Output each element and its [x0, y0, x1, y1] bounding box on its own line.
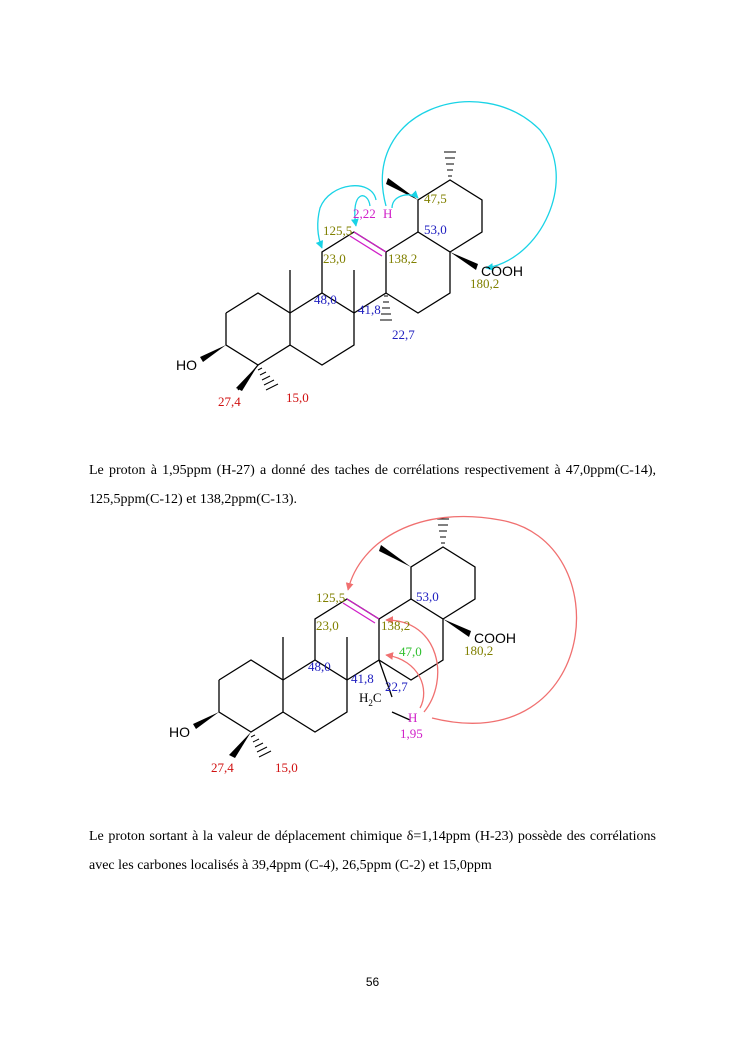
label-h: H — [383, 206, 393, 221]
structure-figure-1 — [0, 80, 745, 420]
paragraph-1: Le proton à 1,95ppm (H-27) a donné des taches de corrélations respectivement à 47,0ppm(C-14), 125,5ppm(C-12) et 138,2ppm(C-13). — [89, 463, 656, 507]
ho-wedge-2 — [193, 712, 219, 729]
label-h222: 2,22 — [353, 206, 376, 221]
label2-c418: 41,8 — [351, 671, 374, 686]
label-ho: HO — [176, 357, 197, 373]
ho-wedge-1 — [200, 345, 226, 362]
cooh-wedge-2 — [443, 619, 471, 637]
label-c125: 125,5 — [323, 223, 353, 238]
molecule-structure-1 — [0, 80, 745, 420]
label2-h: H — [408, 710, 418, 725]
label2-c23: 23,0 — [316, 618, 339, 633]
molecule-structure-2 — [0, 505, 745, 790]
label-c150: 15,0 — [286, 390, 309, 405]
label-c418: 41,8 — [358, 302, 381, 317]
hmbc-arrows-1 — [318, 102, 556, 268]
label-c530: 53,0 — [424, 222, 447, 237]
methyl-wedge-2 — [379, 545, 411, 567]
label-c23: 23,0 — [323, 251, 346, 266]
label2-c530: 53,0 — [416, 589, 439, 604]
label-cooh: COOH — [481, 263, 523, 279]
hashed-bonds-1 — [258, 152, 456, 390]
hashed-bonds-2 — [251, 519, 449, 757]
paragraph-2: Le proton sortant à la valeur de déplacement chimique δ=1,14ppm (H-23) possède des corrélations avec les carbones localisés à 39,4ppm (C-4), 26,5ppm (C-2) et 15,0ppm — [89, 829, 656, 873]
label-c480: 48,0 — [314, 292, 337, 307]
label-c475: 47,5 — [424, 191, 447, 206]
label2-c125: 125,5 — [316, 590, 346, 605]
label2-h195: 1,95 — [400, 726, 423, 741]
label2-c470: 47,0 — [399, 644, 422, 659]
label2-cooh: COOH — [474, 630, 516, 646]
label2-c274: 27,4 — [211, 760, 234, 775]
cooh-wedge-1 — [450, 252, 478, 270]
skeleton-bonds-2 — [219, 547, 475, 732]
page-number: 56 — [365, 975, 380, 989]
label2-c150: 15,0 — [275, 760, 298, 775]
label2-c1802: 180,2 — [464, 643, 494, 658]
structure-figure-2 — [0, 505, 745, 790]
label-c274: 27,4 — [218, 394, 241, 409]
label-c1382: 138,2 — [388, 251, 418, 266]
label2-h2c: $H_2C$ — [359, 690, 382, 708]
methyl-wedge-1 — [386, 178, 418, 200]
label2-ho: HO — [169, 724, 190, 740]
label-c227: 22,7 — [392, 327, 415, 342]
label2-c480: 48,0 — [308, 659, 331, 674]
label2-c1382: 138,2 — [381, 618, 411, 633]
label2-c227: 22,7 — [385, 679, 408, 694]
label-c1802: 180,2 — [470, 276, 500, 291]
